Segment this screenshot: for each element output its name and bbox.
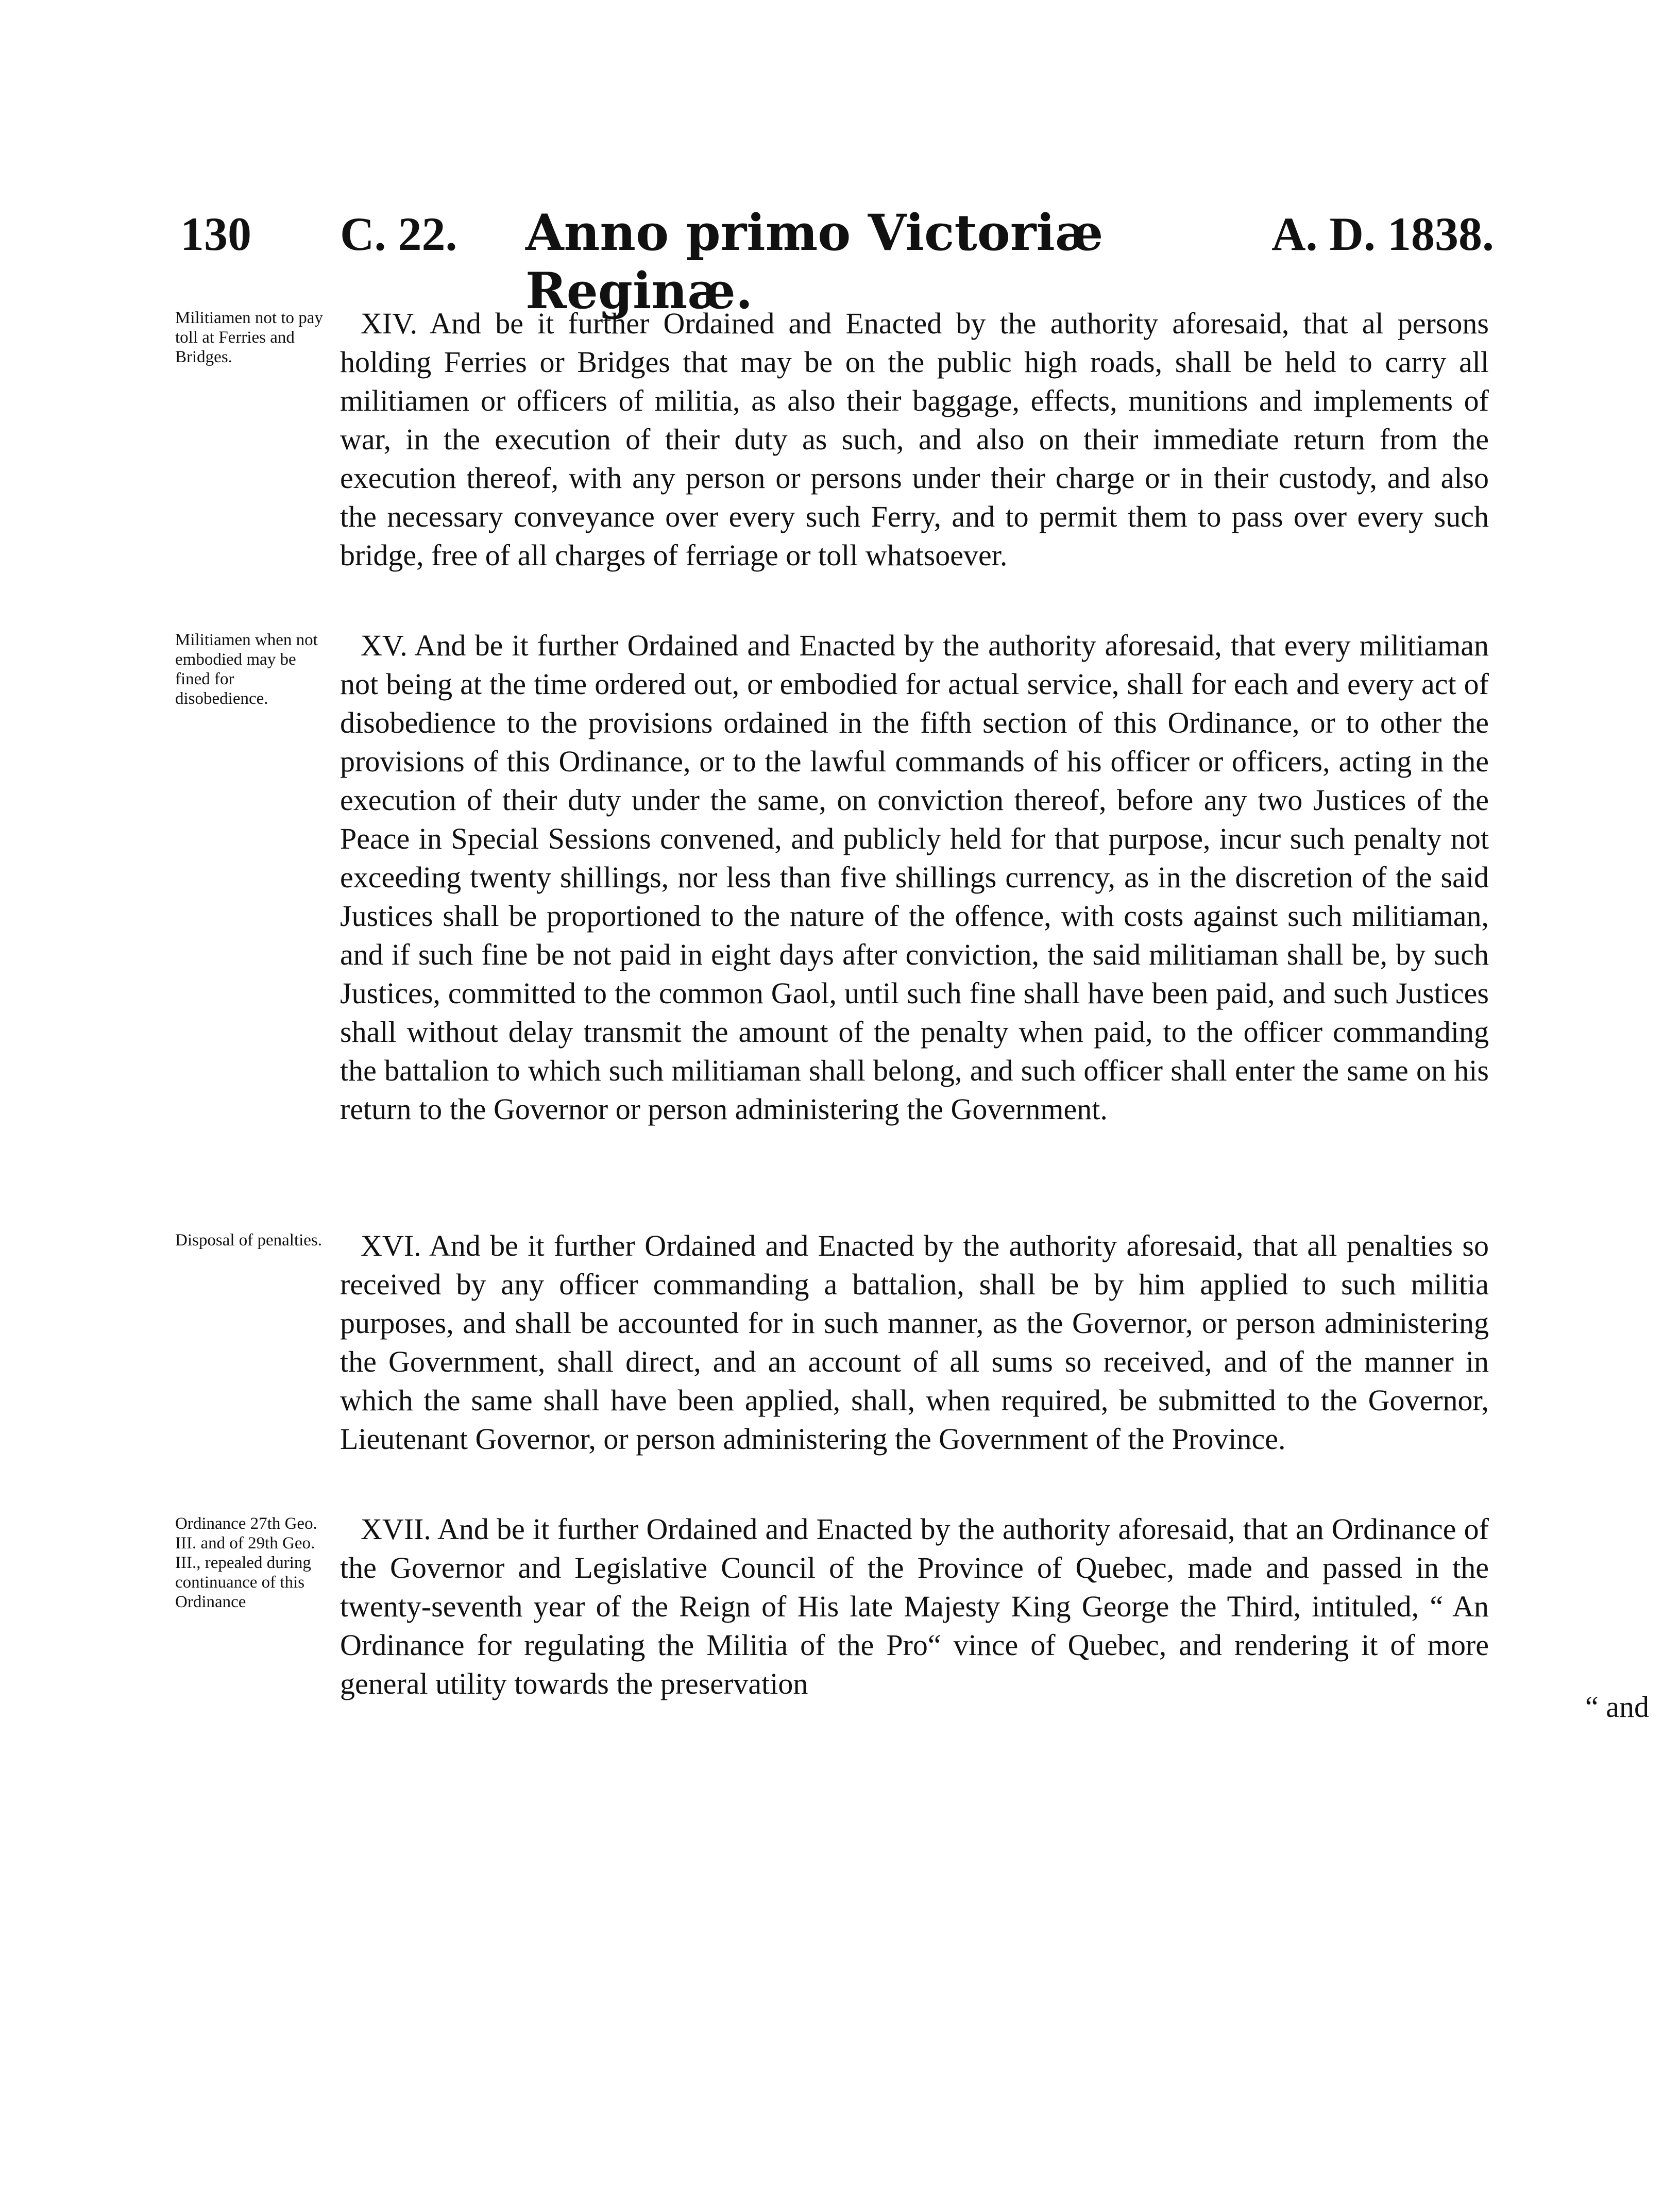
section-xvii — [175, 1510, 1504, 1716]
running-title: Anno primo Victoriæ Reginæ. — [525, 204, 1104, 320]
section-xiv — [175, 304, 1504, 593]
page-number: 130 — [180, 208, 251, 260]
section-xvi — [175, 1226, 1504, 1494]
section-xv — [175, 626, 1504, 1167]
margin-note: Disposal of penalties. — [175, 1231, 323, 1250]
margin-note: Militiamen when not embodied may be fined for disobedience. — [175, 631, 318, 708]
section-text: And be it further Ordained and Enacted by the authority aforesaid, that al persons holding Ferries or Bridges that may be on the public high roads, shall be held to carry all militiamen or officers of militia, as also their baggage, effects, munitions and implements of war, in the execution of their duty as such, and also on their immediate return from the execution thereof, with any person or persons under their charge or in their custody, and also the necessary conveyance over every such Ferry, and to permit them to pass over every such bridge, free of all charges of ferriage or toll whatsoever. — [340, 307, 1489, 572]
section-number: XV. — [361, 629, 408, 662]
section-body — [340, 626, 1489, 1128]
section-text: And be it further Ordained and Enacted by the authority aforesaid, that an Ordinance of the Governor and Legislative Council of the Province of Quebec, made and passed in the twenty-seventh year of the Reign of His late Majesty King George the Third, intituled, “ An Ordinance for regulating the Militia of the Pro“ vince of Quebec, and rendering it of more general utility towards the preservation — [340, 1512, 1489, 1700]
section-text: And be it further Ordained and Enacted by the authority aforesaid, that every militiaman not being at the time ordered out, or embodied for actual service, shall for each and every act of disobedience to the provisions ordained in the fifth section of this Ordinance, or to other the provisions of this Ordinance, or to the lawful commands of his officer or officers, acting in the execution of their duty under the same, on conviction thereof, before any two Justices of the Peace in Special Sessions convened, and publicly held for that purpose, incur such penalty not exceeding twenty shillings, nor less than five shillings currency, as in the discretion of the said Justices shall be proportioned to the nature of the offence, with costs against such militiaman, and if such fine be not paid in eight days after conviction, the said militiaman shall be, by such Justices, committed to the common Gaol, until such fine shall have been paid, and such Justices shall without delay transmit the amount of the penalty when paid, to the officer commanding the battalion to which such militiaman shall belong, and such officer shall enter the same on his return to the Governor or person administering the Government. — [340, 629, 1489, 1126]
margin-note: Ordinance 27th Geo. III. and of 29th Geo. III., repealed during continuance of this Ordinance — [175, 1514, 317, 1611]
margin-note: Militiamen not to pay toll at Ferries and Bridges. — [175, 309, 323, 366]
section-body — [340, 1510, 1489, 1703]
catchword: “ and — [1585, 1690, 1649, 1724]
section-number: XVI. — [361, 1229, 421, 1262]
section-number: XVII. — [361, 1512, 431, 1546]
section-body — [340, 1226, 1489, 1458]
chapter-label: C. 22. — [340, 208, 457, 260]
section-number: XIV. — [361, 307, 418, 340]
running-header — [180, 204, 1494, 320]
section-body — [340, 304, 1489, 575]
year-label: A. D. 1838. — [1271, 208, 1494, 260]
section-text: And be it further Ordained and Enacted by the authority aforesaid, that all penalties so received by any officer commanding a battalion, shall be by him applied to such militia purposes, and shall be accounted for in such manner, as the Governor, or person administering the Government, shall direct, and an account of all sums so received, and of the manner in which the same shall have been applied, shall, when required, be submitted to the Governor, Lieutenant Governor, or person administering the Government of the Province. — [340, 1229, 1489, 1456]
